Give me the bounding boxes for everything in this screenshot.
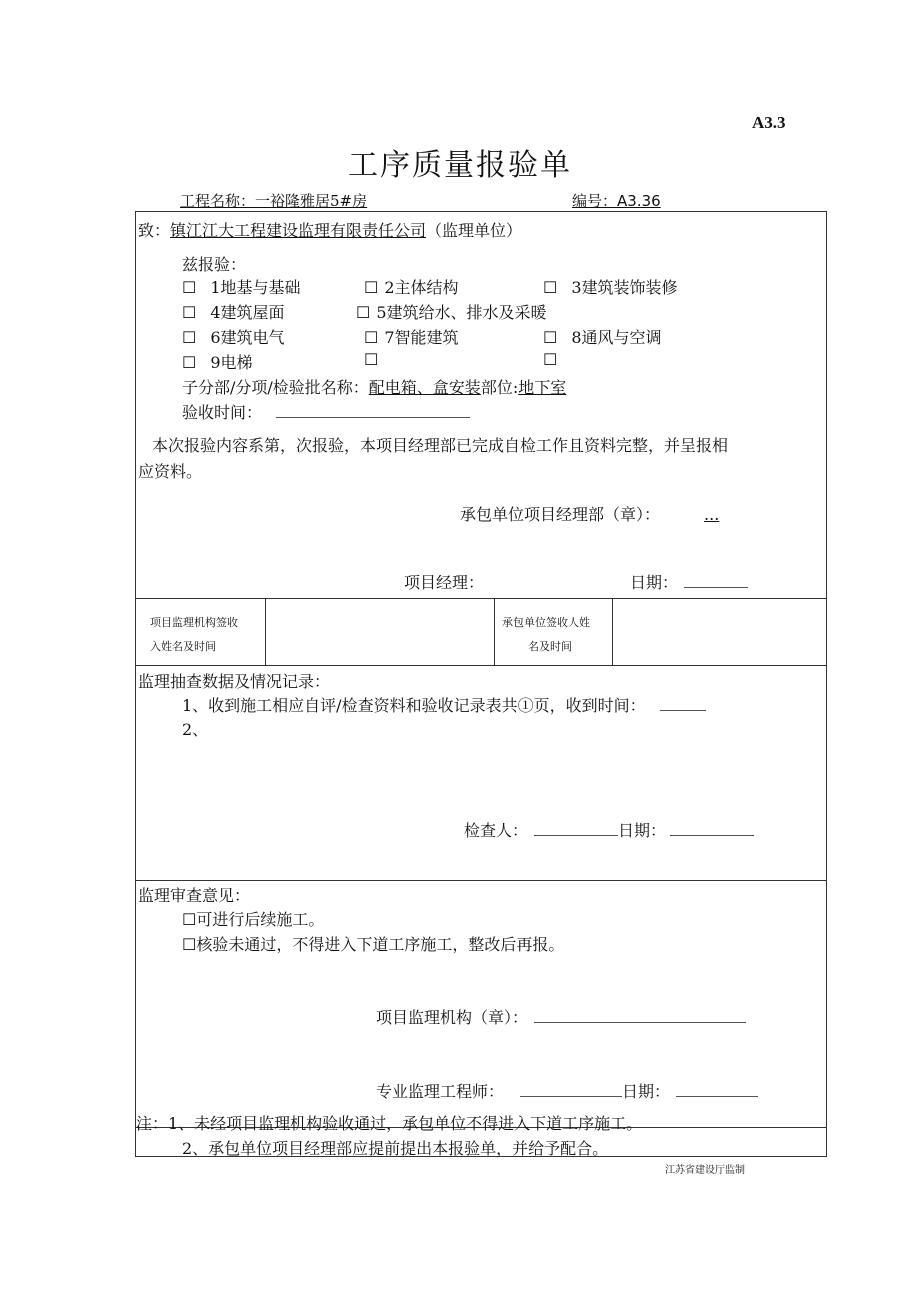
project-name: 一裕隆雅居5#房: [255, 192, 368, 210]
checkbox-icon: ☐: [182, 278, 197, 297]
location-label: 部位:: [480, 378, 519, 397]
inspector-label: 检查人：: [464, 821, 529, 840]
checkbox-item-empty[interactable]: [543, 350, 557, 369]
note-line-2: 2、承包单位项目经理部应提前提出本报验单，并给予配合。: [182, 1139, 609, 1158]
supervision-org-blank[interactable]: [534, 1008, 746, 1023]
checkbox-icon: ☐: [543, 278, 558, 297]
review-option-reject[interactable]: ☐核验未通过，不得进入下道工序施工，整改后再报。: [182, 935, 565, 954]
engineer-blank[interactable]: [520, 1082, 622, 1097]
to-suffix: （监理单位）: [426, 221, 523, 240]
contractor-dept-label: 承包单位项目经理部（章）：: [460, 505, 661, 524]
checkbox-icon: ☐: [182, 303, 197, 322]
page-title: 工序质量报验单: [348, 148, 572, 183]
contractor-dept-value: ...: [704, 505, 720, 524]
checkbox-icon: ☐: [364, 278, 379, 297]
note-line-1: 注：1、未经项目监理机构验收通过，承包单位不得进入下道工序施工。: [136, 1114, 643, 1133]
checkbox-item[interactable]: ☐ 4建筑屋面: [182, 303, 285, 322]
inspector-date-label: 日期：: [618, 821, 667, 840]
checkbox-icon: ☐: [364, 350, 379, 369]
supervision-receipt-cell[interactable]: [268, 602, 490, 662]
review-option-continue[interactable]: ☐可进行后续施工。: [182, 910, 325, 929]
engineer-line: [376, 1079, 758, 1102]
records-title: 监理抽查数据及情况记录：: [138, 672, 331, 691]
supervision-company: 镇江江大工程建设监理有限责任公司: [170, 221, 427, 240]
form-code: A3.3: [752, 113, 786, 132]
form-table: [135, 211, 827, 1157]
checkbox-icon: ☐: [543, 328, 558, 347]
statement-line-1: 本次报验内容系第，次报验，本项目经理部已完成自检工作且资料完整，并呈报相: [152, 436, 729, 455]
engineer-label: 专业监理工程师：: [376, 1082, 505, 1101]
number-value: A3.36: [617, 192, 661, 210]
supervision-org-label: 项目监理机构（章）：: [376, 1008, 529, 1027]
location-value: 地下室: [518, 378, 567, 397]
checkbox-item-empty[interactable]: [364, 350, 378, 369]
checkbox-icon: ☐: [356, 303, 371, 322]
header-row: [180, 190, 780, 212]
checkbox-item[interactable]: ☐ 7智能建筑: [364, 328, 459, 347]
review-title: 监理审查意见：: [138, 886, 251, 905]
pm-date-blank[interactable]: [684, 573, 748, 588]
contractor-receipt-label-1: 承包单位签收人姓: [502, 616, 590, 629]
inspector-line: [464, 818, 754, 841]
checkbox-icon: ☐: [182, 328, 197, 347]
subitem-line: [182, 375, 566, 398]
contractor-receipt-label-2: 名及时间: [528, 640, 572, 653]
supervision-org-line: [376, 1005, 746, 1028]
pm-label: 项目经理：: [404, 573, 485, 592]
inspection-intro: 兹报验：: [182, 255, 247, 274]
statement-line-2: 应资料。: [138, 462, 203, 481]
checkbox-icon: ☐: [543, 350, 558, 369]
accept-time-label: 验收时间：: [182, 403, 263, 422]
pm-date-label: 日期：: [630, 573, 679, 592]
records-item-2: 2、: [182, 720, 209, 739]
pm-date-line: [630, 570, 748, 593]
project-label: 工程名称：: [180, 192, 256, 210]
checkbox-icon: ☐: [364, 328, 379, 347]
project-field: [180, 190, 367, 211]
inspector-date-blank[interactable]: [670, 821, 754, 836]
to-line: [138, 218, 522, 241]
engineer-date-blank[interactable]: [676, 1082, 758, 1097]
checkbox-item[interactable]: ☐ 8通风与空调: [543, 328, 662, 347]
engineer-date-label: 日期：: [622, 1082, 671, 1101]
contractor-dept-line: [460, 502, 719, 525]
accept-time-blank[interactable]: [276, 403, 470, 418]
checkbox-item[interactable]: ☐ 2主体结构: [364, 278, 459, 297]
number-label: 编号：: [572, 192, 618, 210]
checkbox-icon: ☐: [182, 353, 197, 372]
checkbox-item[interactable]: ☐ 5建筑给水、排水及采暖: [356, 303, 547, 322]
checkbox-item[interactable]: ☐ 1地基与基础: [182, 278, 301, 297]
received-time-blank[interactable]: [660, 696, 706, 711]
records-item-1: 1、收到施工相应自评/检查资料和验收记录表共①页，收到时间：: [182, 693, 706, 716]
accept-time-line: [182, 400, 470, 423]
supervision-receipt-label-1: 项目监理机构签收: [150, 616, 238, 629]
checkbox-item[interactable]: ☐ 9电梯: [182, 353, 253, 372]
checkbox-item[interactable]: ☐ 6建筑电气: [182, 328, 285, 347]
number-field: [572, 190, 780, 211]
subitem-label: 子分部/分项/检验批名称：: [182, 378, 369, 397]
checkbox-item[interactable]: ☐ 3建筑装饰装修: [543, 278, 678, 297]
contractor-receipt-cell[interactable]: [616, 602, 824, 662]
supervision-receipt-label-2: 入姓名及时间: [150, 640, 216, 653]
subitem-value: 配电箱、盒安装: [368, 378, 481, 397]
to-prefix: 致：: [138, 221, 171, 240]
issuer-footer: 江苏省建设厅监制: [665, 1165, 745, 1176]
inspector-blank[interactable]: [534, 821, 618, 836]
